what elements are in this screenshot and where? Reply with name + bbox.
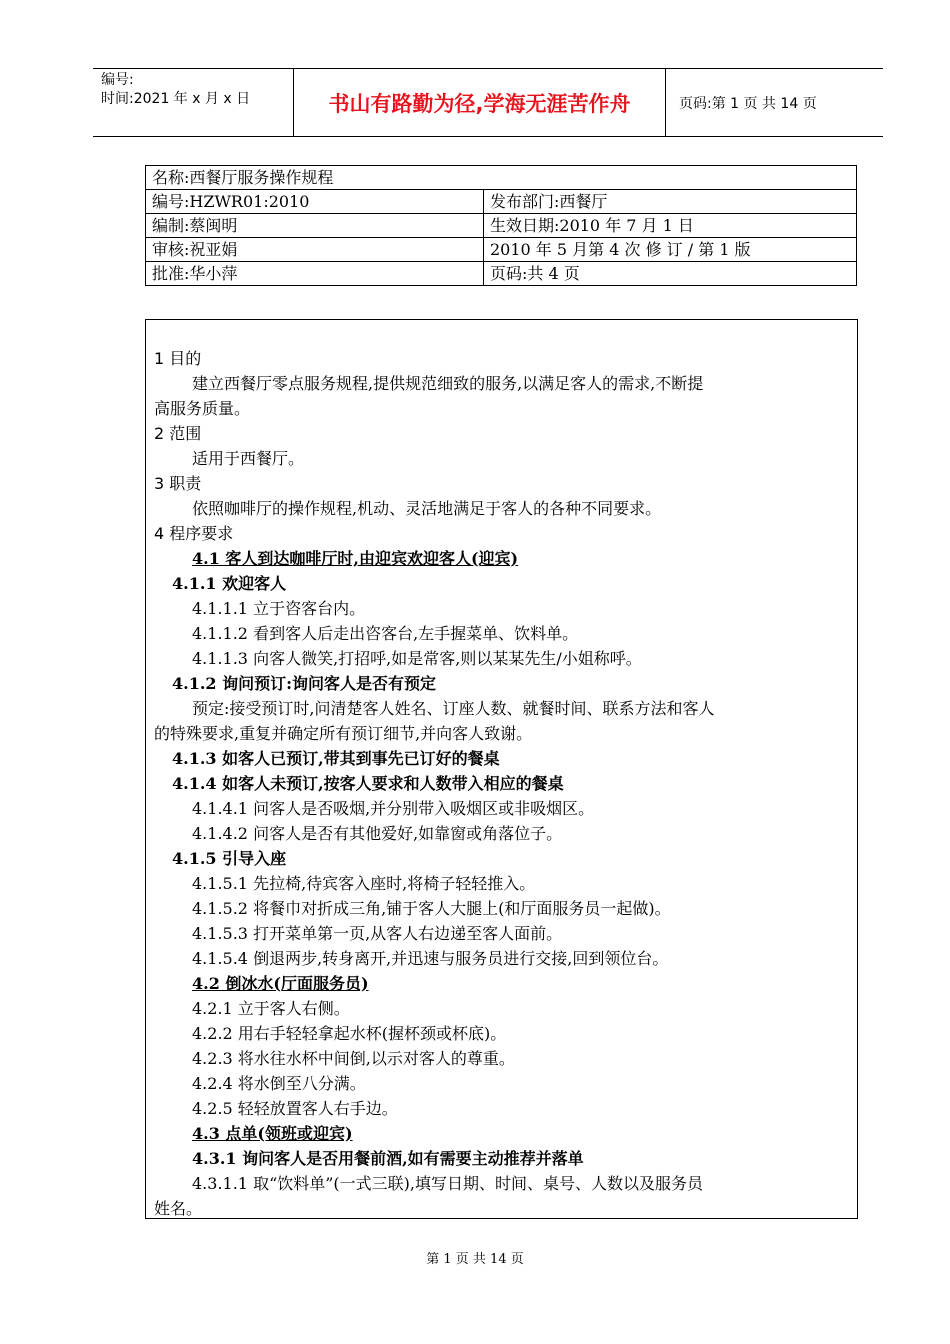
doc-reviewer-cell: 审核:祝亚娟: [146, 238, 484, 262]
table-row: [146, 262, 857, 286]
body-line: 4.1.5.2 将餐巾对折成三角,铺于客人大腿上(和厅面服务员一起做)。: [192, 899, 671, 918]
body-line: 4.3.1 询问客人是否用餐前酒,如有需要主动推荐并落单: [192, 1149, 584, 1168]
body-line: 4.1.1.2 看到客人后走出咨客台,左手握菜单、饮料单。: [192, 624, 579, 643]
body-line: 1 目的: [154, 349, 202, 368]
body-line: 4.1.5.4 倒退两步,转身离开,并迅速与服务员进行交接,回到领位台。: [192, 949, 669, 968]
document-number-label: 编号:: [101, 72, 134, 88]
page-footer: 第 1 页 共 14 页: [426, 1252, 524, 1267]
table-row: [146, 238, 857, 262]
body-line: 适用于西餐厅。: [192, 449, 305, 468]
body-line: 4.1.3 如客人已预订,带其到事先已订好的餐桌: [172, 749, 500, 768]
body-line: 姓名。: [154, 1199, 203, 1218]
document-time-label: 时间:2021 年 x 月 x 日: [101, 91, 251, 107]
body-line: 4.1.4 如客人未预订,按客人要求和人数带入相应的餐桌: [172, 774, 564, 793]
table-row: [146, 190, 857, 214]
body-line: 4.1.4.2 问客人是否有其他爱好,如靠窗或角落位子。: [192, 824, 563, 843]
body-line: 4.1.2 询问预订:询问客人是否有预定: [172, 674, 437, 693]
body-line: 2 范围: [154, 424, 202, 443]
body-line: 4.2.2 用右手轻轻拿起水杯(握杯颈或杯底)。: [192, 1024, 507, 1043]
body-line: 4.1.5.3 打开菜单第一页,从客人右边递至客人面前。: [192, 924, 563, 943]
table-row: [146, 166, 857, 190]
body-line: 高服务质量。: [154, 399, 251, 418]
doc-name-cell: 名称:西餐厅服务操作规程: [146, 166, 857, 190]
doc-revision-cell: 2010 年 5 月第 4 次 修 订 / 第 1 版: [484, 238, 857, 262]
body-line: 依照咖啡厅的操作规程,机动、灵活地满足于客人的各种不同要求。: [192, 499, 662, 518]
body-line: 4.1.1.3 向客人微笑,打招呼,如是常客,则以某某先生/小姐称呼。: [192, 649, 642, 668]
content-box: [145, 319, 858, 1219]
header-motto: 书山有路勤为径,学海无涯苦作舟: [328, 91, 631, 116]
doc-department-cell: 发布部门:西餐厅: [484, 190, 857, 214]
body-line: 4.1.1.1 立于咨客台内。: [192, 599, 366, 618]
doc-effective-date-cell: 生效日期:2010 年 7 月 1 日: [484, 214, 857, 238]
doc-pages-cell: 页码:共 4 页: [484, 262, 857, 286]
body-line: 4.2.3 将水往水杯中间倒,以示对客人的尊重。: [192, 1049, 515, 1068]
page-header: [93, 68, 883, 137]
body-line: 4.1.1 欢迎客人: [172, 574, 287, 593]
procedure-text: [154, 346, 849, 1221]
body-line: 4.2.1 立于客人右侧。: [192, 999, 350, 1018]
body-line: 4.1.4.1 问客人是否吸烟,并分别带入吸烟区或非吸烟区。: [192, 799, 595, 818]
table-row: [146, 214, 857, 238]
body-line: 4.3 点单(领班或迎宾): [192, 1124, 353, 1143]
body-line: 4.3.1.1 取“饮料单”(一式三联),填写日期、时间、桌号、人数以及服务员: [192, 1174, 703, 1193]
body-line: 预定:接受预订时,问清楚客人姓名、订座人数、就餐时间、联系方法和客人: [192, 699, 715, 718]
header-divider: [665, 69, 666, 136]
body-line: 3 职责: [154, 474, 202, 493]
document-info-table: [145, 165, 857, 286]
body-line: 的特殊要求,重复并确定所有预订细节,并向客人致谢。: [154, 724, 533, 743]
body-line: 4.1.5 引导入座: [172, 849, 287, 868]
doc-code-cell: 编号:HZWR01:2010: [146, 190, 484, 214]
doc-compiler-cell: 编制:蔡闽明: [146, 214, 484, 238]
header-page-label: 页码:第 1 页 共 14 页: [679, 95, 817, 112]
doc-approver-cell: 批准:华小萍: [146, 262, 484, 286]
body-line: 4 程序要求: [154, 524, 234, 543]
body-line: 4.2 倒冰水(厅面服务员): [192, 974, 369, 993]
body-line: 4.2.5 轻轻放置客人右手边。: [192, 1099, 398, 1118]
body-line: 4.1.5.1 先拉椅,待宾客入座时,将椅子轻轻推入。: [192, 874, 536, 893]
body-line: 建立西餐厅零点服务规程,提供规范细致的服务,以满足客人的需求,不断提: [192, 374, 704, 393]
body-line: 4.2.4 将水倒至八分满。: [192, 1074, 366, 1093]
header-meta: [101, 71, 296, 109]
body-line: 4.1 客人到达咖啡厅时,由迎宾欢迎客人(迎宾): [192, 549, 519, 568]
